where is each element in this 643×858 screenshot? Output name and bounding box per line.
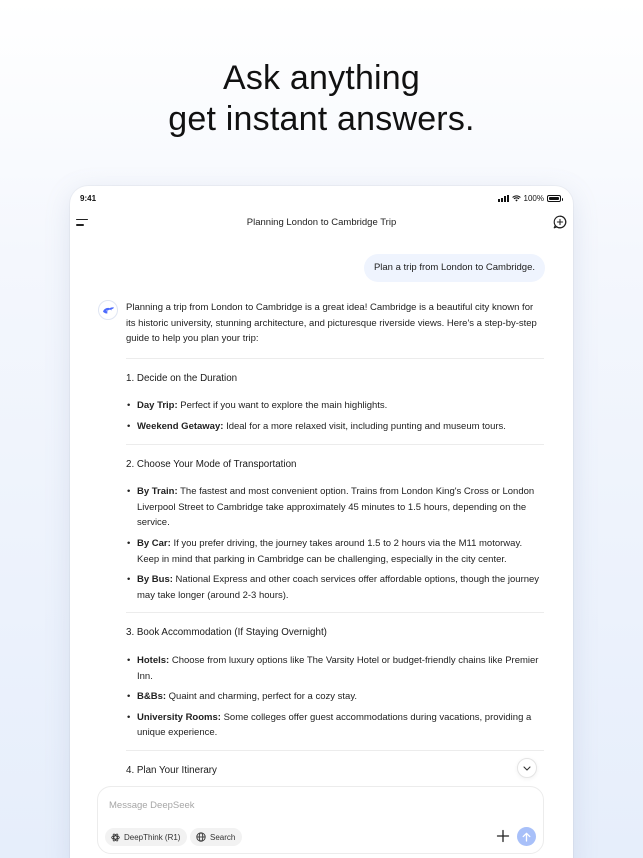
divider — [126, 750, 544, 751]
list-item — [126, 398, 544, 414]
send-button[interactable] — [517, 827, 536, 846]
chevron-down-icon — [523, 766, 531, 771]
item-text: Choose from luxury options like The Varsity Hotel or budget-friendly chains like Premier Inn. — [137, 654, 539, 682]
item-text: If you prefer driving, the journey takes around 1.5 to 2 hours via the M11 motorway. Keep in mind that parking in Cambridge can be challenging, especially in the city center. — [137, 537, 523, 565]
chat-header — [70, 214, 573, 234]
signal-icon — [498, 195, 509, 202]
list-item — [126, 419, 544, 435]
item-text: Some colleges offer guest accommodations during vacations, providing a unique experience. — [137, 711, 532, 739]
item-label: By Bus: — [137, 574, 173, 586]
wifi-icon — [512, 195, 521, 202]
status-indicators — [498, 194, 561, 203]
section-title: 1. Decide on the Duration — [126, 372, 238, 384]
section-title: 4. Plan Your Itinerary — [126, 764, 217, 776]
search-label: Search — [210, 832, 236, 842]
section-title: 3. Book Accommodation (If Staying Overnight) — [126, 627, 327, 639]
deepseek-logo-icon — [98, 300, 118, 320]
headline-line-1: Ask anything — [222, 59, 421, 97]
item-text: Quaint and charming, perfect for a cozy stay. — [168, 691, 358, 703]
message-input[interactable]: Message DeepSeek — [109, 800, 195, 811]
status-bar — [80, 194, 561, 206]
globe-icon — [196, 832, 206, 842]
battery-icon — [547, 195, 561, 202]
item-label: Weekend Getaway: — [137, 420, 224, 432]
plus-icon[interactable] — [496, 829, 510, 843]
divider — [126, 358, 544, 359]
list-item — [126, 536, 544, 567]
assistant-response — [126, 300, 544, 790]
app-window — [70, 186, 573, 858]
scroll-down-button[interactable] — [517, 758, 537, 778]
arrow-up-icon — [522, 832, 531, 842]
deepthink-label: DeepThink (R1) — [124, 832, 181, 842]
item-text: The fastest and most convenient option. Trains from London King's Cross or London Liverpool Street to Cambridge take approximately 45 minutes to 1.5 hours, depending on the service. — [137, 486, 535, 529]
deepthink-icon — [111, 833, 120, 842]
list-item — [126, 710, 544, 741]
headline — [0, 58, 643, 140]
divider — [126, 612, 544, 613]
item-label: Hotels: — [137, 654, 170, 666]
item-label: B&Bs: — [137, 691, 167, 703]
item-text: National Express and other coach services offer affordable options, though the journey may take longer (around 2-3 hours). — [137, 574, 540, 601]
battery-percent: 100% — [523, 194, 544, 203]
list-item — [126, 572, 544, 603]
section-title: 2. Choose Your Mode of Transportation — [126, 458, 297, 470]
list-item — [126, 653, 544, 684]
search-toggle[interactable] — [190, 828, 242, 846]
new-chat-icon[interactable] — [553, 215, 567, 229]
status-time: 9:41 — [80, 194, 97, 203]
item-label: University Rooms: — [137, 711, 221, 723]
list-item — [126, 689, 544, 705]
item-label: By Car: — [137, 537, 171, 549]
divider — [126, 444, 544, 445]
list-item — [126, 484, 544, 531]
user-message: Plan a trip from London to Cambridge. — [364, 254, 545, 282]
item-text: Perfect if you want to explore the main highlights. — [180, 400, 388, 412]
item-label: By Train: — [137, 486, 178, 498]
deepthink-toggle[interactable] — [105, 828, 187, 846]
headline-line-2: get instant answers. — [168, 100, 475, 138]
item-text: Ideal for a more relaxed visit, including punting and museum tours. — [226, 420, 506, 432]
chat-title: Planning London to Cambridge Trip — [246, 217, 397, 228]
message-composer — [97, 786, 544, 854]
item-label: Day Trip: — [137, 400, 178, 412]
response-intro: Planning a trip from London to Cambridge is a great idea! Cambridge is a beautiful city known for its historic university, stunning architecture, and picturesque riverside views. Here's a step-by-step guide to help you plan your trip: — [126, 302, 537, 345]
